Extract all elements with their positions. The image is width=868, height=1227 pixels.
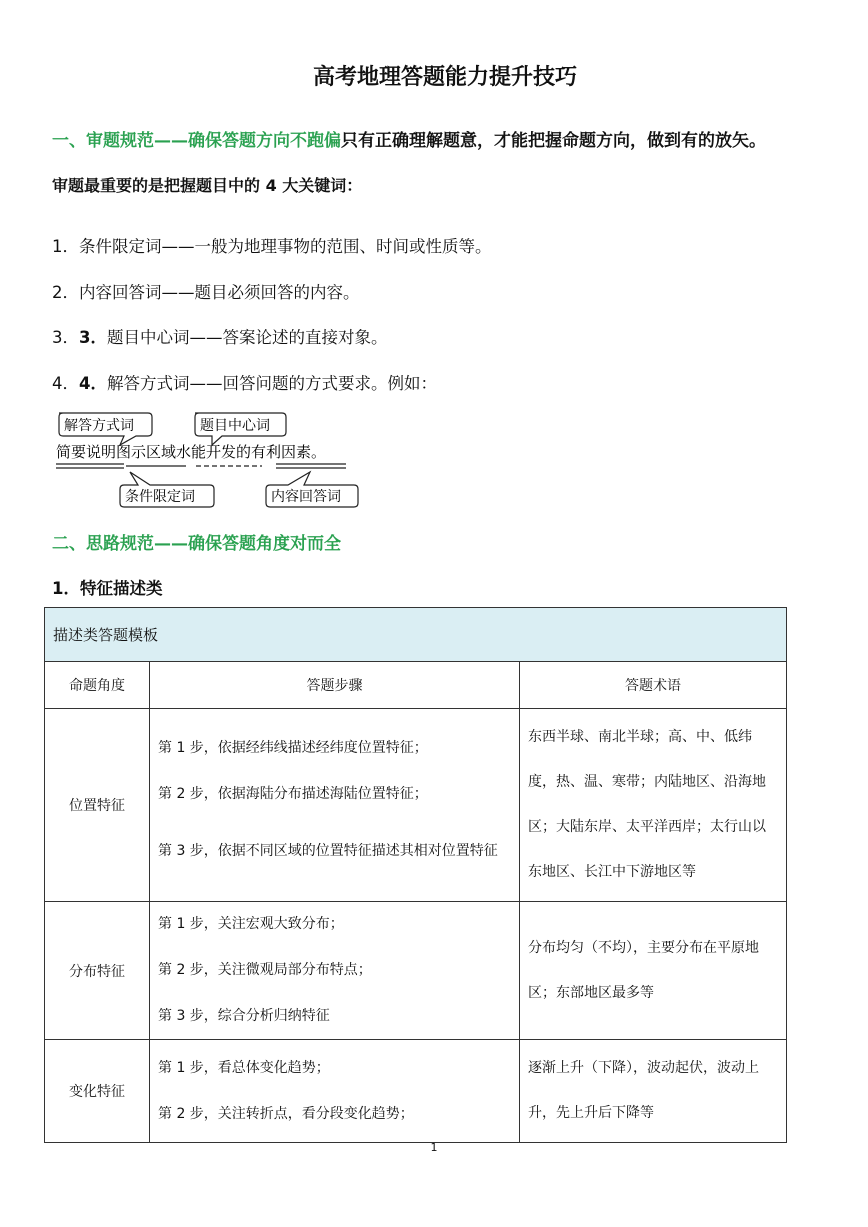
item-bold-number: 4． <box>79 374 107 393</box>
callout-answer-method: 解答方式词 <box>64 418 134 434</box>
row-terms: 逐渐上升（下降），波动起伏，波动上升，先上升后下降等 <box>520 1040 787 1143</box>
keyword-item-2 <box>52 279 360 303</box>
step: 第 3 步，依据不同区域的位置特征描述其相对位置特征 <box>158 842 498 859</box>
table-row <box>45 709 787 902</box>
step: 第 3 步，综合分析归纳特征 <box>158 1008 330 1024</box>
step: 第 1 步，依据经纬线描述经纬度位置特征； <box>158 739 428 756</box>
item-text: 解答方式词——回答问题的方式要求。例如： <box>106 374 437 393</box>
page-title: 高考地理答题能力提升技巧 <box>312 65 577 90</box>
header-steps: 答题步骤 <box>150 662 520 709</box>
keyword-diagram <box>54 409 374 511</box>
step: 第 2 步，关注转折点，看分段变化趋势； <box>158 1105 414 1122</box>
step: 第 1 步，看总体变化趋势； <box>158 1059 330 1076</box>
row-terms: 东西半球、南北半球；高、中、低纬度，热、温、寒带；内陆地区、沿海地区；大陆东岸、太平洋西岸；太行山以东地区、长江中下游地区等 <box>520 709 787 902</box>
section1-heading-line <box>52 126 766 151</box>
row-terms: 分布均匀（不均），主要分布在平原地区；东部地区最多等 <box>520 902 787 1040</box>
page-number: 1 <box>430 1141 438 1154</box>
row-steps <box>150 1040 520 1143</box>
section1-heading: 一、审题规范——确保答题方向不跑偏 <box>52 131 341 151</box>
diagram-sentence: 简要说明图示区域水能开发的有利因素。 <box>56 443 327 461</box>
step: 第 2 步，关注微观局部分布特点； <box>158 962 372 978</box>
callout-condition: 条件限定词 <box>125 489 195 505</box>
section1-heading-tail: 只有正确理解题意，才能把握命题方向，做到有的放矢。 <box>341 131 766 151</box>
header-terms: 答题术语 <box>520 662 787 709</box>
step: 第 1 步，关注宏观大致分布； <box>158 916 344 932</box>
row-angle: 分布特征 <box>45 902 150 1040</box>
table-row <box>45 902 787 1040</box>
item-text: 题目中心词——答案论述的直接对象。 <box>106 328 388 347</box>
step: 第 2 步，依据海陆分布描述海陆位置特征； <box>158 785 428 802</box>
section2-heading: 二、思路规范——确保答题角度对而全 <box>52 534 341 554</box>
keyword-item-1 <box>52 233 492 257</box>
item-text: 内容回答词——题目必须回答的内容。 <box>79 283 360 302</box>
item-number: 1． <box>52 237 79 256</box>
item-number: 2． <box>52 283 79 302</box>
row-angle: 变化特征 <box>45 1040 150 1143</box>
item-number: 3． <box>52 328 79 347</box>
row-angle: 位置特征 <box>45 709 150 902</box>
section1-intro: 审题最重要的是把握题目中的 4 大关键词： <box>52 176 363 195</box>
table-row <box>45 1040 787 1143</box>
table-title: 描述类答题模板 <box>45 608 787 662</box>
callout-center-word: 题目中心词 <box>200 418 270 434</box>
item-bold-number: 3． <box>79 328 107 347</box>
item-number: 4． <box>52 374 79 393</box>
row-steps <box>150 902 520 1040</box>
section2-subheading: 1．特征描述类 <box>52 579 163 598</box>
callout-content: 内容回答词 <box>271 489 341 505</box>
header-angle: 命题角度 <box>45 662 150 709</box>
keyword-item-4 <box>52 370 437 394</box>
template-table <box>44 607 787 1143</box>
row-steps <box>150 709 520 902</box>
keyword-item-3 <box>52 324 387 348</box>
item-text: 条件限定词——一般为地理事物的范围、时间或性质等。 <box>79 237 492 256</box>
